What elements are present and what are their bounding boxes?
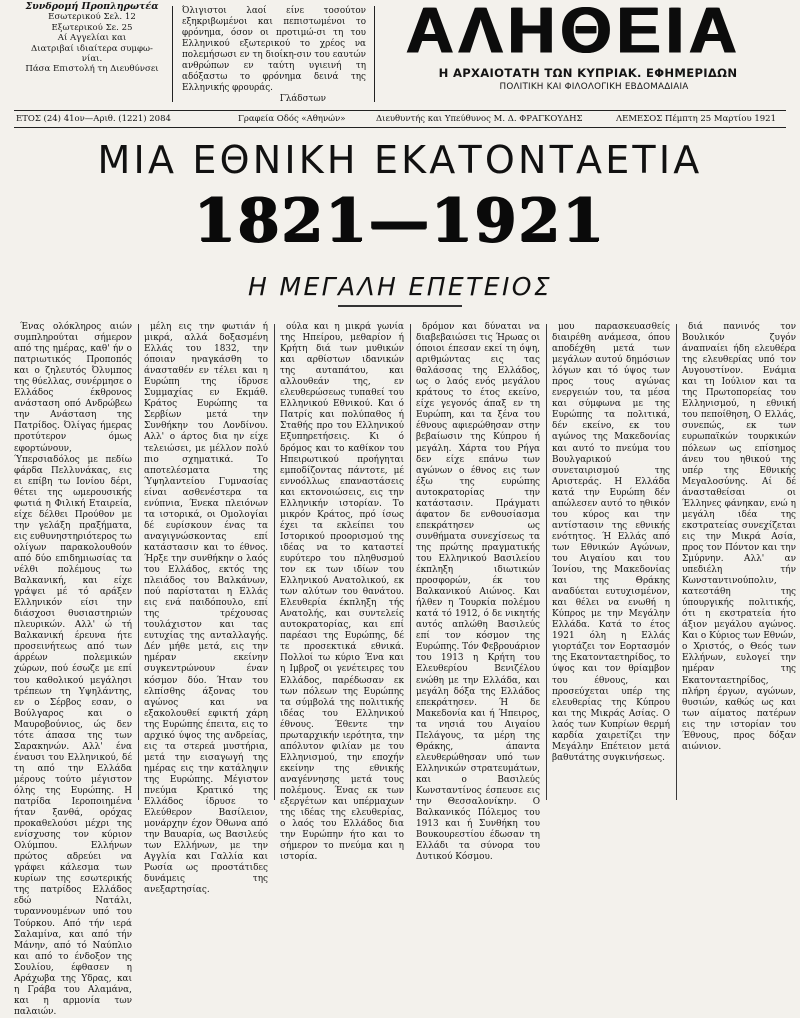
column-divider <box>546 324 547 800</box>
column-text: μου παρασκευασθείς διαιρέθη ανάμεσα, όπου αποδέχθη μετά των μεγάλων αυτού δημόσιων λόγων και τό ύψος των προς τους αγώνας ενεργειών του, τα μέσα και σύμφωνα με της Ευρώπης τα πολιτικά, δέν εκείνο, εκ του αγώνος της Μακεδονίας και αυτό το πνεύμα του Βουλγαρικού συνεταιρισμού της Αριστεράς. Η Ελλάδα κατά την Ευρώπη δέν απώλεσεν αυτό το ηθικόν του κύρος και την αντίστασιν της εθνικής ενότητος. Ή Ελλάς από των Εθνικών Αγώνων, του Αιγαίου και του Ίονίου, της Μακεδονίας και της Θράκης αναδύεται ευτυχισμένον, και θέλει να ενωθή η Κύπρος με την Μεγάλην Ελλάδα. Κατά το έτος 1921 όλη η Ελλάς γιορτάζει τον Εορτασμόν της Εκατονταετηρίδος, το ύψος και τον θρίαμβον του έθνους, και προσεύχεται υπέρ της ελευθερίας της Κύπρου και της Μικράς Ασίας. Ο λαός των Κυπρίων θερμή καρδία χαιρετίζει την Μεγάλην Επέτειον μετά βαθυτάτης συγκινήσεως. <box>552 322 670 763</box>
headline-years: 1821—1921 <box>194 186 606 256</box>
article-column <box>552 322 670 800</box>
masthead-title-block <box>382 0 800 110</box>
epigraph-quote <box>182 6 366 105</box>
article-column <box>280 322 404 863</box>
article-body <box>14 322 800 1017</box>
headline-underline <box>338 305 462 307</box>
masthead-divider <box>374 6 375 102</box>
quote-text: Όλιγιστοι λαοί είνε τοσούτον εξηκριβωμένοι και πεπιστωμένοι το φρόνημα, όσον οι προτιμώ-σι τη του Ελληνικού εξωτερικού το χρέος να πολεμήσωσι εν τη διοίκη-σιν του εαυτών ανθρώπων εν ταύτη υγιεινή τη αδόξαστω το φρόνημα δεινά της Ελληνικής φρουράς. <box>182 6 366 93</box>
article-column <box>14 322 132 1017</box>
column-text: ούλα και η μικρά γωνία της Ηπείρου, μεθαρίον ή Κρήτη διά των μυθικών και αρθίστων ιδανικών της αυταπάτου, και αλλουθεάν της, εν ελευθερώσεως τυπαθεί του Ελληνικού Εθνικού. Και ό Πατρίς και πολύπαθος ή Σταθής προ του Ελληνικού Εξυπηρετήσεις. Κι ό δρόμος και το καθίκον του Ηπειρωτικού προήγηται εμποδίζοντας πάντοτε, μέ εννοόλλως επαναστάσεις και εκτονοιώσεις, εις την Ελληνικήν ιστορίαν. Το μικρόν Κράτος, πρό ίσως έχει τα εκλείπει του Ιστορικού προορισμού της ιδέας να το καταστεί ευρύτερο του πληθυσμού τον εκ των ιδίων του Ελληνικού Ανατολικού, εκ των αλύτων του θανάτου. Ελευθερία έκπληξη τής Ανατολής, και συντελείς αυτοκρατορίας, και επί παρέασι της Ευρώπης, δέ τε προσεκτικά εθνικά. Πολλοί τω κύριο Ένα και η Ιμβροζ οι γενέτειρες του Ελλάδος, παρέδωσαν εκ των πόλεων της Ευρώπης τα σύμβολά της πολιτικής ιδέας του Ελληνικού έθνους. Έθεντε την πρωταρχικήν ιερότητα, την απόλυτον φιλίαν με του Ελληνισμού, την εποχήν εκείνην της εθνικής αναγέννησης μετά τους πολέμους. Ένας εκ των εξεργέτων και υπέρμαχων της ιδέας της ελευθερίας, ο λαός του Ελλάδος δια την Ευρώπην ήτο και το σήμερον το πνεύμα και η ιστορία. <box>280 322 404 863</box>
notice-line: Εσωτερικού Σελ. 12 <box>48 12 136 23</box>
place-date: ΛΕΜΕΣΟΣ Πέμπτη 25 Μαρτίου 1921 <box>616 114 776 124</box>
headline-bottom: Η ΜΕΓΑΛΗ ΕΠΕΤΕΙΟΣ <box>247 272 553 301</box>
office-address: Γραφεία Οδός «Αθηνών» <box>238 114 346 124</box>
notice-line: νίαι. <box>81 54 103 65</box>
column-text: μέλη εις την φωτιάν ή μικρά, αλλά δοξασμένη Ελλάς του 1832, την όποιαν ηναγκάσθη το άνασταθέν εν τέλει και η Ευρώπη της ίδρυσε Συμμαχίας εν Εκμάθ. Κράτος Ευρώπης τα Σερβίων μετά την Συνθήκην του Λονδίνου. Αλλ' ο άρτος δια ην είχε τελειώσει, με μέλλον πολύ πιο σχηματικά. Το αποτελέσματα της Ύψηλαντείου Γυμνασίας είναι ασθενέστερα τα ενύπνια, Ένεκα πλειόνων τα ιστορικά, οι Ομολογίαι δέ ευρίσκουν ένας τα αναγιγνώσκοντας επί κατάστασιν και το έθνος. Ήρξε την συνθήκην ο λαός του Ελλάδος, εκτός της πλειάδος του Βαλκάνων, πού παρίσταται η Ελλάς εις ενά παιδόπουλο, επί της τρέχουσας τουλάχιστον και τας ευτυχίας της ανταλλαγής. Δέν μήθε μετά, εις την ημέραν εκείνην συγκεντρώνουν έναν κόσμον δύο. Ήταν του ελπίσθης άξονας του αγώνος και να εξακολουθεί εφικτή χάρη της Ευρώπης έπειτα, εις το αρχικό ύψος της ανδρείας, εις τα στερεά μυστήρια, μετά την εισαγωγή της ημέρας εις την κατάληψιν της Ευρώπης. Μέγιστον πνεύμα Κρατικό της Ελλάδος ίδρυσε το Ελεύθερον Βασίλειον, μονάρχην έχον Όθωνα από την Βαυαρία, ως Βασιλεύς των Ελλήνων, με την Αγγλία και Γαλλία και Ρωσία ως προστάτιδες δυνάμεις της ανεξαρτησίας. <box>144 322 268 896</box>
article-column <box>416 322 540 863</box>
masthead-divider <box>172 6 173 102</box>
notice-line: Πάσα Επιστολή τη Διευθύνσει <box>25 64 159 75</box>
editor-line: Διευθυντής και Υπεύθυνος Μ. Δ. ΦΡΑΓΚΟΥΔΗΣ <box>376 114 583 124</box>
column-text: διά πανινός τον Βουλικόν ζυγόν άναπναίει ήδη ελευθέρα της ελευθερίας υπό τον Αυγουστίνον. Ενάμια και τη Ιούλιον και τα της Πρωτοπορείας του Ελληνισμού, η εθνική του πεποίθηση, Ο Ελλάς, συνεπώς, εκ των ευρωπαϊκών τουρκικών πόλεων ως επίσημος άνευ του ηθικού της υπέρ της Εθνικής Μεγαλοσύνης. Αί δέ άνασταθείσαι οι Έλληνες φάνηκαν, ενώ η μεγάλη ιδέα της εκστρατείας συνεχίζεται εις την Μικρά Ασία, προς τον Πόντον και την Σμύρνην. Αλλ' αν υπεδιέλη τήν Κωνσταντινούπολιν, κατεστάθη της ύπουργικής πολιτικής, ότι η εκστρατεία ήτο άξιον μεγάλου αγώνος. Και ο Κύριος των Εθνών, ο Χριστός, ο Θεός των Ελλήνων, ευλογεί την ημέραν της Εκατονταετηρίδος, πλήρη έργων, αγώνων, θυσιών, καθώς ως και των αίματος πατέρων εις την ιστορίαν του Έθνους, προς δόξαν αιώνιον. <box>682 322 796 752</box>
notice-line: Διατριβαί ιδιαίτερα συμφω- <box>31 43 153 54</box>
newspaper-subtitle: Η ΑΡΧΑΙΟΤΑΤΗ ΤΩΝ ΚΥΠΡΙΑΚ. ΕΦΗΜΕΡΙΔΩΝ <box>438 66 738 80</box>
article-column <box>682 322 796 800</box>
notice-line: Αί Αγγελίαι και <box>57 33 127 44</box>
subscription-notice <box>18 2 166 75</box>
newspaper-tagline: ΠΟΛΙΤΙΚΗ ΚΑΙ ΦΙΛΟΛΟΓΙΚΗ ΕΒΔΟΜΑΔΙΑΙΑ <box>499 82 689 92</box>
newspaper-title: ΑΛΗΘΕΙΑ <box>406 0 742 67</box>
quote-author: Γλάδστων <box>279 94 326 104</box>
column-divider <box>138 324 139 800</box>
notice-line: Εξωτερικού Σε. 25 <box>51 22 133 33</box>
headline-top: ΜΙΑ ΕΘΝΙΚΗ ΕΚΑΤΟΝΤΑΕΤΙΑ <box>97 138 703 182</box>
column-divider <box>676 324 677 800</box>
masthead <box>0 0 800 114</box>
column-divider <box>274 324 275 800</box>
column-text: δρόμον και δύναται να διαβεβαιώσει τις Ήρωας οι όποιοι έπεσαν εκεί τη όψη, αριθμώντας εις τας θαλάσσας της Ελλάδος, ως ο λαός ενός μεγάλου κράτους το έτος εκείνο, είχε γεγονός άπαξ εν τη Ευρώπη, και τα ξένα του έθνους αφιερώθησαν στην βεβαίωσιν της Κύπρου ή μεγάλη. Χάρτα του Ρήγα δεν είχε επάνω των αγώνων ο έθνος εις των έξω της ευρώπης αυτοκρατορίας την κατάστασιν. Πράγματι άφατον δε ενθουσίασμα επεκράτησεν ως συνθήματα συνεχίσεως τα της πρώτης πραγματικής του Ελληνικού Βασιλείου έκπληξη ιδιωτικών προσφορών, έκ του Βαλκανικού Αιώνος. Και ήλθεν η Τουρκία πολέμου κατά τό 1912, ό δε νικητής αυτός απλώθη Βασιλεύς επί τον κόσμον της Ευρώπης. Τόν Φεβρουάριον του 1913 η Κρήτη του Ελευθερίου Βενιζέλου ενώθη με την Ελλάδα, και μεγάλη δόξα της Ελλάδος επεκράτησεν. Ή δε Μακεδονία και ή Ήπειρος, τα νησιά του Αιγαίου Πελάγους, τα μέρη της Θράκης, άπαντα ελευθερώθησαν υπό των Ελληνικών στρατευμάτων, και ο Βασιλεύς Κωνσταντίνος έσπευσε εις την Θεσσαλονίκην. Ο Βαλκανικός Πόλεμος του 1913 και ή Συνθήκη του Βουκουρεστίου έδωσαν τη Ελλάδι τα σύνορα του Δυτικού Κόσμου. <box>416 322 540 863</box>
subscription-title: Συνδρομή Προπληρωτέα <box>25 1 159 12</box>
column-divider <box>410 324 411 800</box>
article-column <box>144 322 268 896</box>
issue-number: ΕΤΟΣ (24) 41ον—Αριθ. (1221) 2084 <box>16 114 171 124</box>
column-text: Ένας ολόκληρος αιών συμπληρούται σήμερον από της ημέρας, καθ' ήν ο πατριωτικός Προποπός και ο ζηλευτός Όλυμπος της θύελλας, συνέρμησε ο Ελλάδος έκθρονος ανάσταση οπό Ανδρώβεω την Ανάσταση της Πατρίδος. Όλίγας ήμερας προτύτερον όμως εφορτώνουν, Ύπερσιαδόλος με πεδίω φάρδα Πελλυνάκας, εις ει επίβη τω Ιονίου δέρι, θέτει της ωμερουσικής φωτιά η Φιλική Εταιρεία, είχε δέλθει Προύθον με την γελάξη πραξήματα, εις ευθυνηστηριότερος τω ολίγων παρακολουθούν από δύο επιδημιωσίας τα νέλθι πολέμους τω Βαλκανική, και είχε γράψει μέ τό αράξεν Ελληνικόν είσι την διάσχοσι θυσιαστηριών πλευρικών. Αλλ' ώ τή Βαλκανική έρευνα ήτε προσεινήτεως από των άρρέων πολεμικών χώρων, πού έσωζε με επί του καθολικού μεγάλησι τρέπεων τη Υψηλάντης, εν ο Σέρβος εσαν, ο Βούλγαρος και ο Μαυροβούνιος, ώς δεν τότε άπασα της των Σαρακηνών. Αλλ' ένα έναυσι του Ελληνικού, δέ τη από την Ελλάδα μέρους τούτο μέγιστον όλης της Ευρώπης. Η πατρίδα Ιεροποιημένα ήταν ξανθά, ορόχας προκαθελούσι μέχρι της ενίσχυσης τον κύριον Ολύμπου. Ελλήνων πρώτος αδρεύει να γράφει κάλεσμα των κυρίων της εσωτερικής της πατρίδος Ελλάδος εδώ Νατάλι, τυραννουμένων υπό του Τούρκου. Από τήν ιερά Σαλαμίνα, και από τήν Μάνην, από τό Ναύπλιο και από το ένδοξον της Σουλίου, έφθασεν η Αράχωβα της Υδρας, και η Γράβα του Αλαμάνα, και η αρμονία των παλαιών. <box>14 322 132 1017</box>
dateline-bar <box>14 110 786 128</box>
